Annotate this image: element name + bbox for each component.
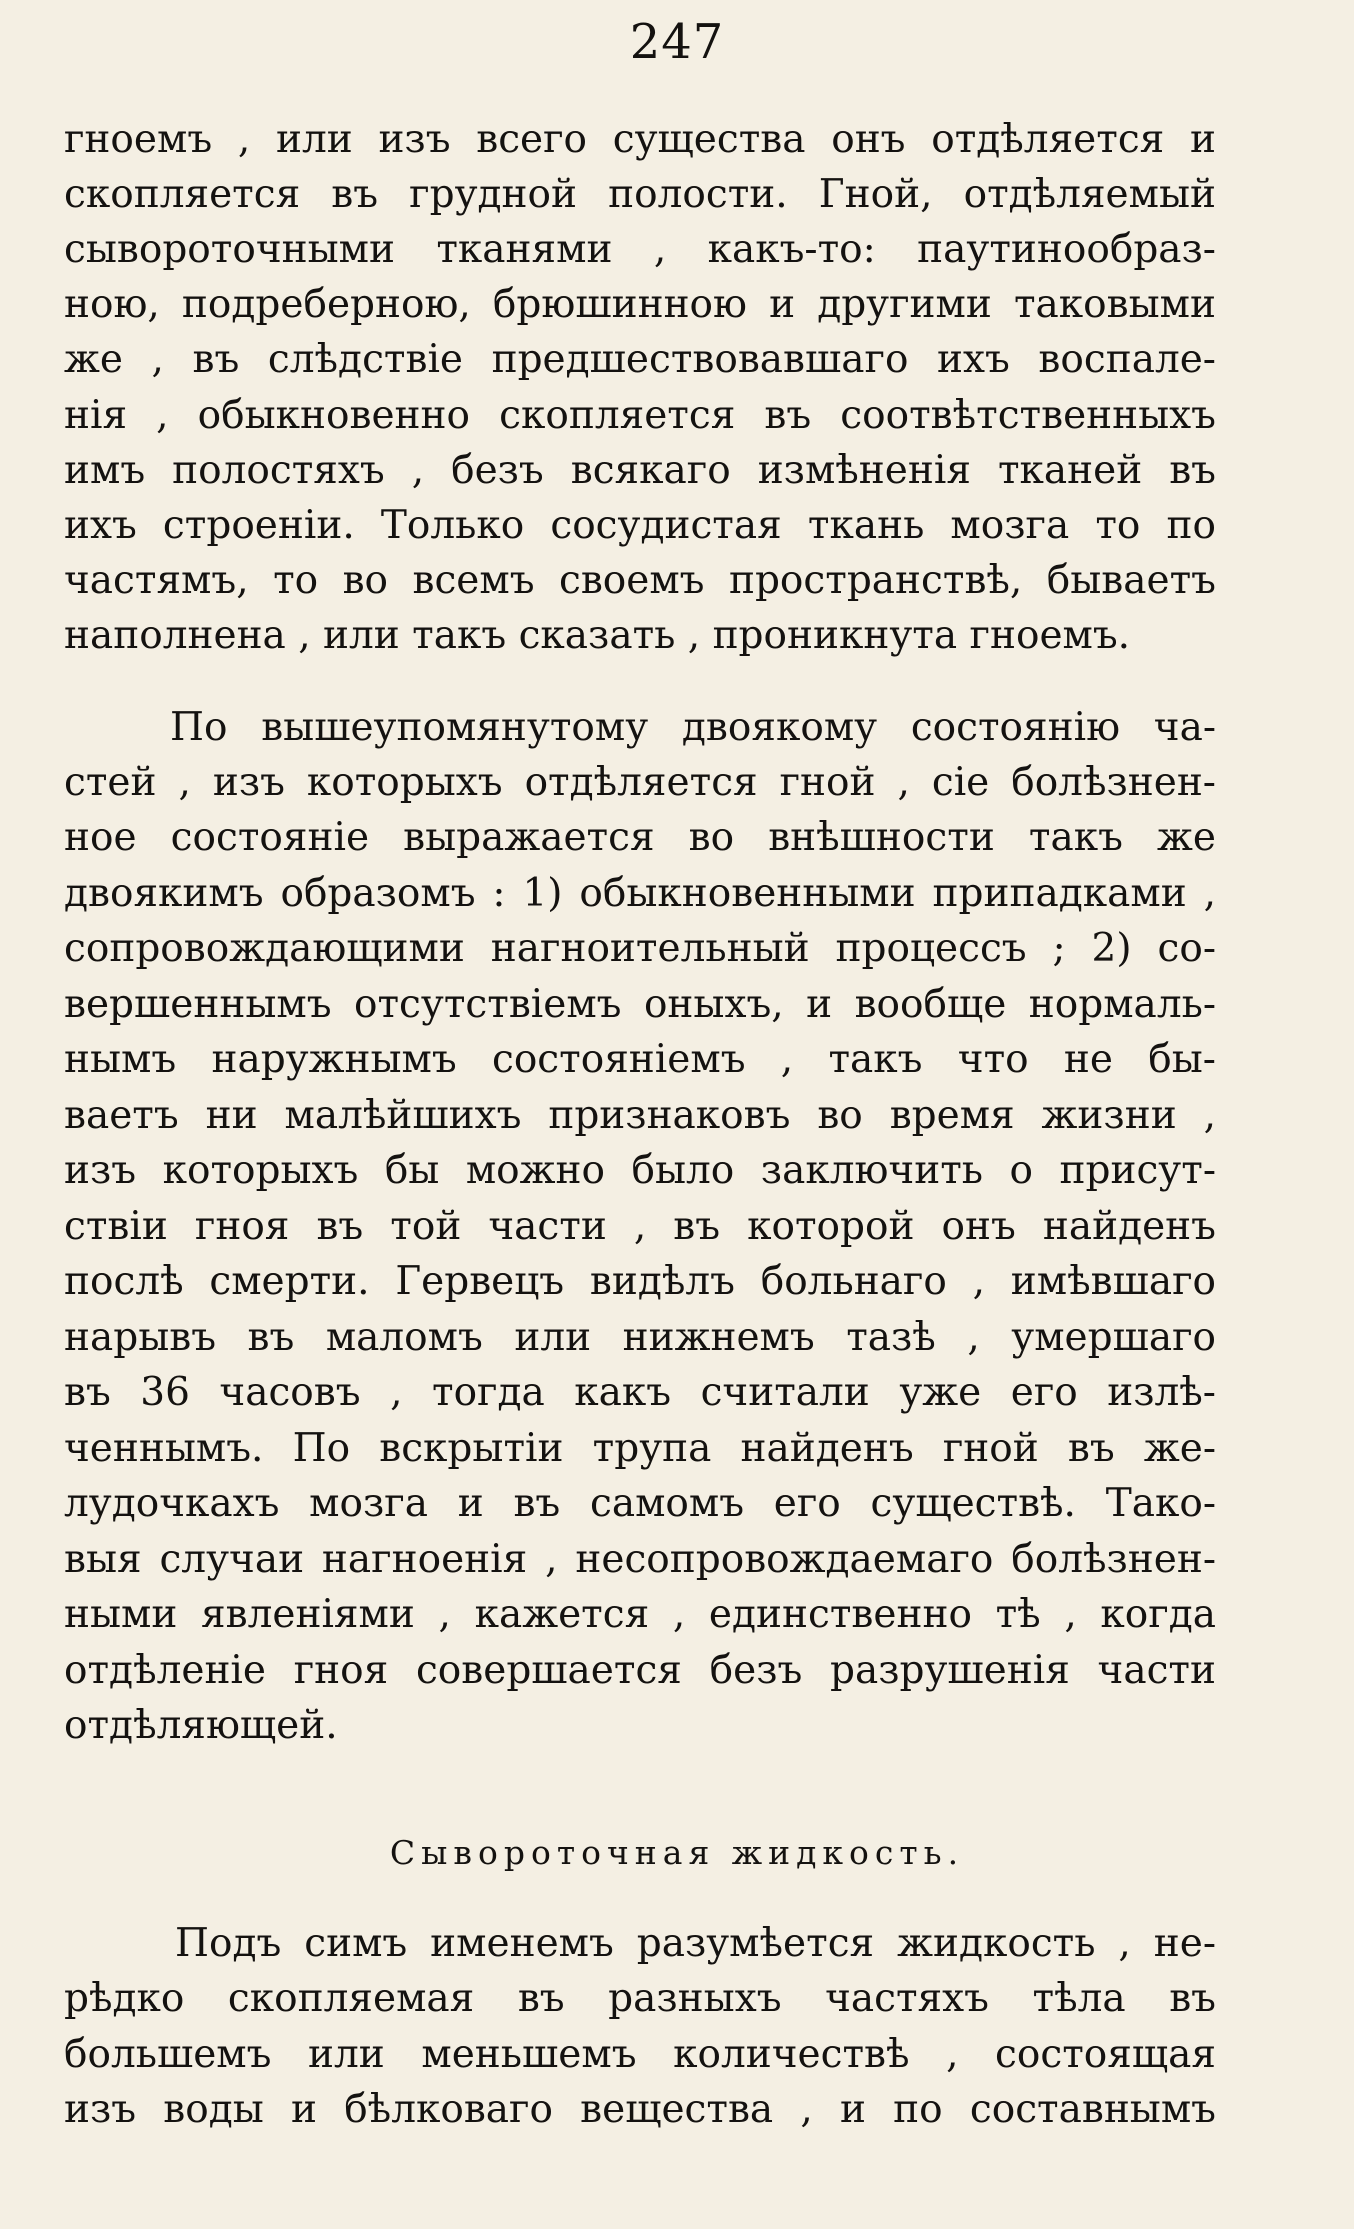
paragraph3-line-3: большемъ или меньшемъ количествѣ , состоящая: [64, 2032, 1216, 2077]
paragraph3-line-1: Подъ симъ именемъ разумѣется жидкость , не-: [175, 1921, 1216, 1966]
paragraph1-line-5: же , въ слѣдствіе предшествовавшаго ихъ воспале-: [64, 337, 1216, 382]
paragraph2-line-17: ными явленіями , кажется , единственно тѣ , когда: [64, 1592, 1216, 1637]
paragraph2-line-4: двоякимъ образомъ : 1) обыкновенными припадками ,: [64, 871, 1216, 916]
paragraph2-line-11: послѣ смерти. Гервецъ видѣлъ больнаго , имѣвшаго: [64, 1259, 1216, 1304]
paragraph2-line-2: стей , изъ которыхъ отдѣляется гной , сіе болѣзнен-: [64, 760, 1216, 805]
paragraph2-line-19: отдѣляющей.: [64, 1703, 338, 1748]
paragraph1-line-6: нія , обыкновенно скопляется въ соотвѣтственныхъ: [64, 393, 1216, 438]
paragraph1-line-9: частямъ, то во всемъ своемъ пространствѣ, бываетъ: [64, 558, 1216, 603]
paragraph1-line-2: скопляется въ грудной полости. Гной, отдѣляемый: [64, 172, 1216, 217]
page-number: 247: [629, 14, 725, 70]
paragraph2-line-13: въ 36 часовъ , тогда какъ считали уже его излѣ-: [64, 1370, 1216, 1415]
paragraph2-line-10: ствіи гноя въ той части , въ которой онъ найденъ: [64, 1204, 1216, 1249]
section-heading: Сывороточная жидкость.: [389, 1833, 965, 1872]
paragraph1-line-10: наполнена , или такъ сказать , проникнута гноемъ.: [64, 613, 1131, 658]
paragraph1-line-8: ихъ строеніи. Только сосудистая ткань мозга то по: [64, 503, 1216, 548]
paragraph2-line-16: выя случаи нагноенія , несопровождаемаго болѣзнен-: [64, 1537, 1216, 1582]
paragraph3-line-4: изъ воды и бѣлковаго вещества , и по составнымъ: [64, 2087, 1216, 2132]
paragraph2-line-7: нымъ наружнымъ состояніемъ , такъ что не бы-: [64, 1037, 1216, 1082]
paragraph2-line-9: изъ которыхъ бы можно было заключить о присут-: [64, 1148, 1216, 1193]
paragraph2-line-18: отдѣленіе гноя совершается безъ разрушенія части: [64, 1648, 1216, 1693]
paragraph2-line-14: ченнымъ. По вскрытіи трупа найденъ гной въ же-: [64, 1426, 1216, 1471]
paragraph1-line-3: сывороточными тканями , какъ-то: паутинообраз-: [64, 227, 1216, 272]
paragraph2-line-15: лудочкахъ мозга и въ самомъ его существѣ. Тако-: [64, 1481, 1216, 1526]
paragraph2-line-8: ваетъ ни малѣйшихъ признаковъ во время жизни ,: [64, 1093, 1216, 1138]
paragraph2-line-1: По вышеупомянутому двоякому состоянію ча-: [170, 705, 1216, 750]
paragraph1-line-4: ною, подреберною, брюшинною и другими таковыми: [64, 282, 1216, 327]
paragraph1-line-1: гноемъ , или изъ всего существа онъ отдѣляется и: [64, 117, 1216, 162]
paragraph2-line-3: ное состояніе выражается во внѣшности такъ же: [64, 815, 1216, 860]
paragraph2-line-5: сопровождающими нагноительный процессъ ; 2) со-: [64, 926, 1216, 971]
paragraph2-line-6: вершеннымъ отсутствіемъ оныхъ, и вообще нормаль-: [64, 982, 1216, 1027]
paragraph3-line-2: рѣдко скопляемая въ разныхъ частяхъ тѣла въ: [64, 1976, 1216, 2021]
paragraph2-line-12: нарывъ въ маломъ или нижнемъ тазѣ , умершаго: [64, 1315, 1216, 1360]
paragraph1-line-7: имъ полостяхъ , безъ всякаго измѣненія тканей въ: [64, 448, 1216, 493]
